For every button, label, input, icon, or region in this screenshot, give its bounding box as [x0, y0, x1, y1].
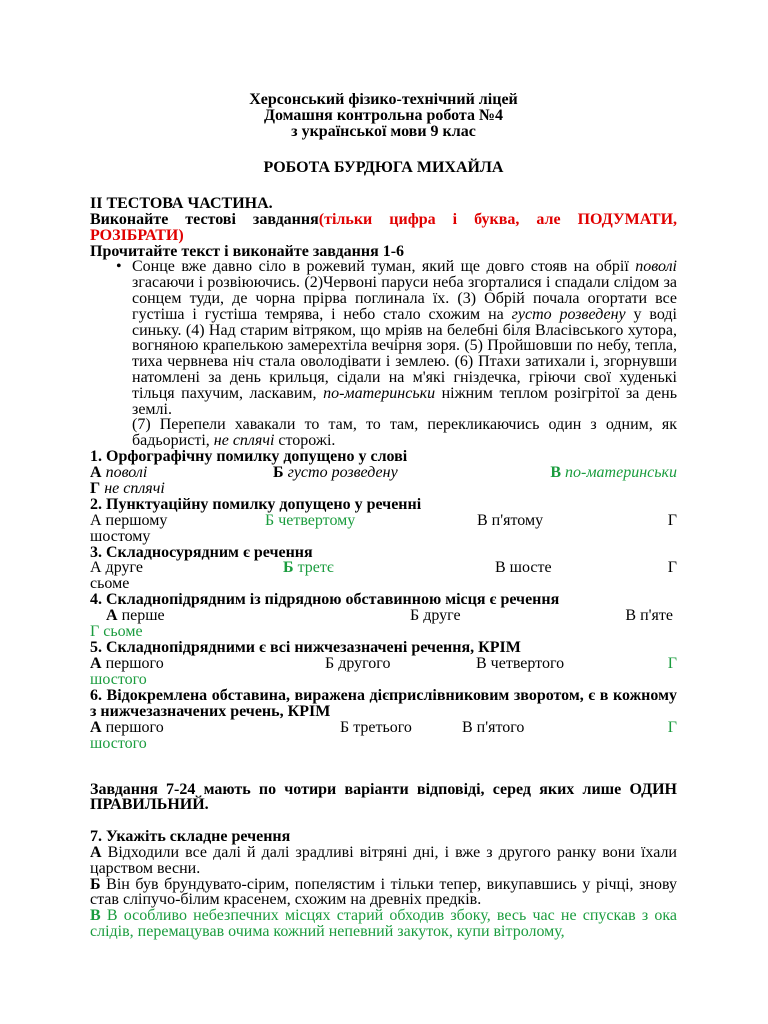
subject-grade: з української мови 9 клас — [291, 122, 476, 140]
option-d-selected: Г сьоме — [90, 623, 143, 641]
section-title: ІІ ТЕСТОВА ЧАСТИНА. — [90, 195, 273, 213]
option-a: А друге — [90, 559, 143, 577]
school-name: Херсонський фізико-технічний ліцей — [249, 91, 518, 108]
instructions-note: (тільки цифра і буква, але ПОДУМАТИ, РОЗІБРАТИ) — [90, 210, 678, 244]
option-b: Б густо розведену — [273, 463, 398, 481]
text-italic: не сплячі — [213, 432, 275, 450]
question-4-title: 4. Складнопідрядним із підрядною обставинною місця є речення — [90, 591, 560, 609]
option-d-continued: шостому — [90, 527, 151, 545]
question-3-title: 3. Складносурядним є речення — [90, 543, 313, 561]
option-c: В п'ятого — [462, 718, 525, 736]
question-4-options — [90, 608, 677, 624]
option-b-selected: Б четвертому — [265, 511, 356, 529]
part-2-intro: Завдання 7-24 мають по чотири варіанти відповіді, серед яких лише ОДИН ПРАВИЛЬНИЙ. — [90, 780, 677, 814]
section-instructions — [90, 212, 677, 244]
question-7-option-a: А Відходили все далі й далі зрадливі вітряні дні, і вже з другого ранку вони їхали царством весни. — [90, 843, 677, 877]
instructions-text: Виконайте тестові завдання — [90, 210, 319, 228]
text-italic: по-материнськи — [323, 384, 436, 402]
option-c-selected: В по-материнськи — [550, 463, 677, 481]
document-page — [90, 0, 677, 940]
option-a: А перше — [106, 607, 165, 625]
reading-text — [90, 259, 677, 417]
option-c: В шосте — [495, 559, 552, 577]
question-7-option-c-selected: В В особливо небезпечних місцях старий обходив збоку, весь час не спускав з ока слідів, перемацував очима кожний непевний закуток, купи вітролому, — [90, 907, 677, 940]
question-5-title: 5. Складнопідрядними є всі нижчезазначені речення, КРІМ — [90, 639, 521, 657]
work-type: Домашня контрольна робота №4 — [263, 106, 504, 124]
question-6-title: 6. Відокремлена обставина, виражена дієприслівниковим зворотом, є в кожному з нижчезазначених речень, КРІМ — [90, 686, 677, 720]
option-b: Б другого — [325, 654, 391, 672]
question-7-title: 7. Укажіть складне речення — [90, 828, 291, 846]
text-italic: густо розведену — [511, 305, 626, 323]
text-part: у воді синьку. (4) Над старим вітряком, що мріяв на белебні біля Власівського хутора, вогняною крапелькою замерехтіла вечірня зоря. (5) Пройшовши по небу, тепла, тиха червнева ніч стала оволодівати і землею. (6) Птахи затихали і, згорнувши натомлені за день крильця, сідали на м'які гніздечка, гріючи свої худенькі тільця пахучим, ласкавим, — [132, 305, 677, 402]
question-5-options — [90, 656, 677, 672]
option-b: Б третього — [340, 718, 412, 736]
text-part: згасаючи і розвіюючись. (2)Червоні паруси неба згорталися і спадали слідом за сонцем туди, де чорна прірва поглинала їх. (3) Обрій почала огортати все густіша і густіша темрява, і небо стало схожим на — [132, 274, 677, 323]
option-d: Г — [667, 511, 677, 529]
question-2-options — [90, 513, 677, 529]
option-d-continued: шостого — [90, 734, 147, 752]
text-part: (7) Перепели хавакали то там, то там, перекликаючись один з одним, як бадьористі, — [132, 416, 677, 450]
question-2-title: 2. Пунктуаційну помилку допущено у реченні — [90, 495, 422, 513]
option-a: А першого — [90, 654, 164, 672]
option-b-selected: Б третє — [283, 559, 334, 577]
reading-text-sentence-7 — [90, 417, 677, 449]
option-d-continued: шостого — [90, 670, 147, 688]
option-a: А поволі — [90, 463, 148, 481]
option-d: Г не сплячі — [90, 479, 165, 497]
question-6-options — [90, 720, 677, 736]
student-work-title: РОБОТА БУРДЮГА МИХАЙЛА — [263, 159, 504, 177]
read-task: Прочитайте текст і виконайте завдання 1-6 — [90, 242, 405, 260]
text-part: Сонце вже давно сіло в рожевий туман, який ще довго стояв на обрії — [132, 258, 636, 276]
option-d: Г — [667, 559, 677, 577]
text-part: сторожі. — [274, 432, 336, 450]
text-italic: поволі — [635, 258, 677, 276]
text-part: ніжним теплом розігрітої за день землі. — [132, 384, 678, 418]
option-c: В п'ятому — [477, 511, 544, 529]
question-1-title: 1. Орфографічну помилку допущено у слові — [90, 447, 408, 465]
question-1-options — [90, 465, 677, 481]
option-d-selected: Г — [667, 654, 677, 672]
option-c: В п'яте — [625, 607, 673, 625]
option-c: В четвертого — [476, 654, 565, 672]
question-7-option-b: Б Він був брундувато-сірим, попелястим і тільки тепер, викупавшись у річці, знову став сліпучо-білим красенем, схожим на древніх предків. — [90, 875, 677, 909]
option-d-continued: сьоме — [90, 575, 130, 593]
option-b: Б друге — [410, 607, 461, 625]
option-a: А першому — [90, 511, 168, 529]
bullet-icon: • — [116, 258, 122, 276]
option-a: А першого — [90, 718, 164, 736]
option-d-selected: Г — [667, 718, 677, 736]
question-3-options — [90, 560, 677, 576]
